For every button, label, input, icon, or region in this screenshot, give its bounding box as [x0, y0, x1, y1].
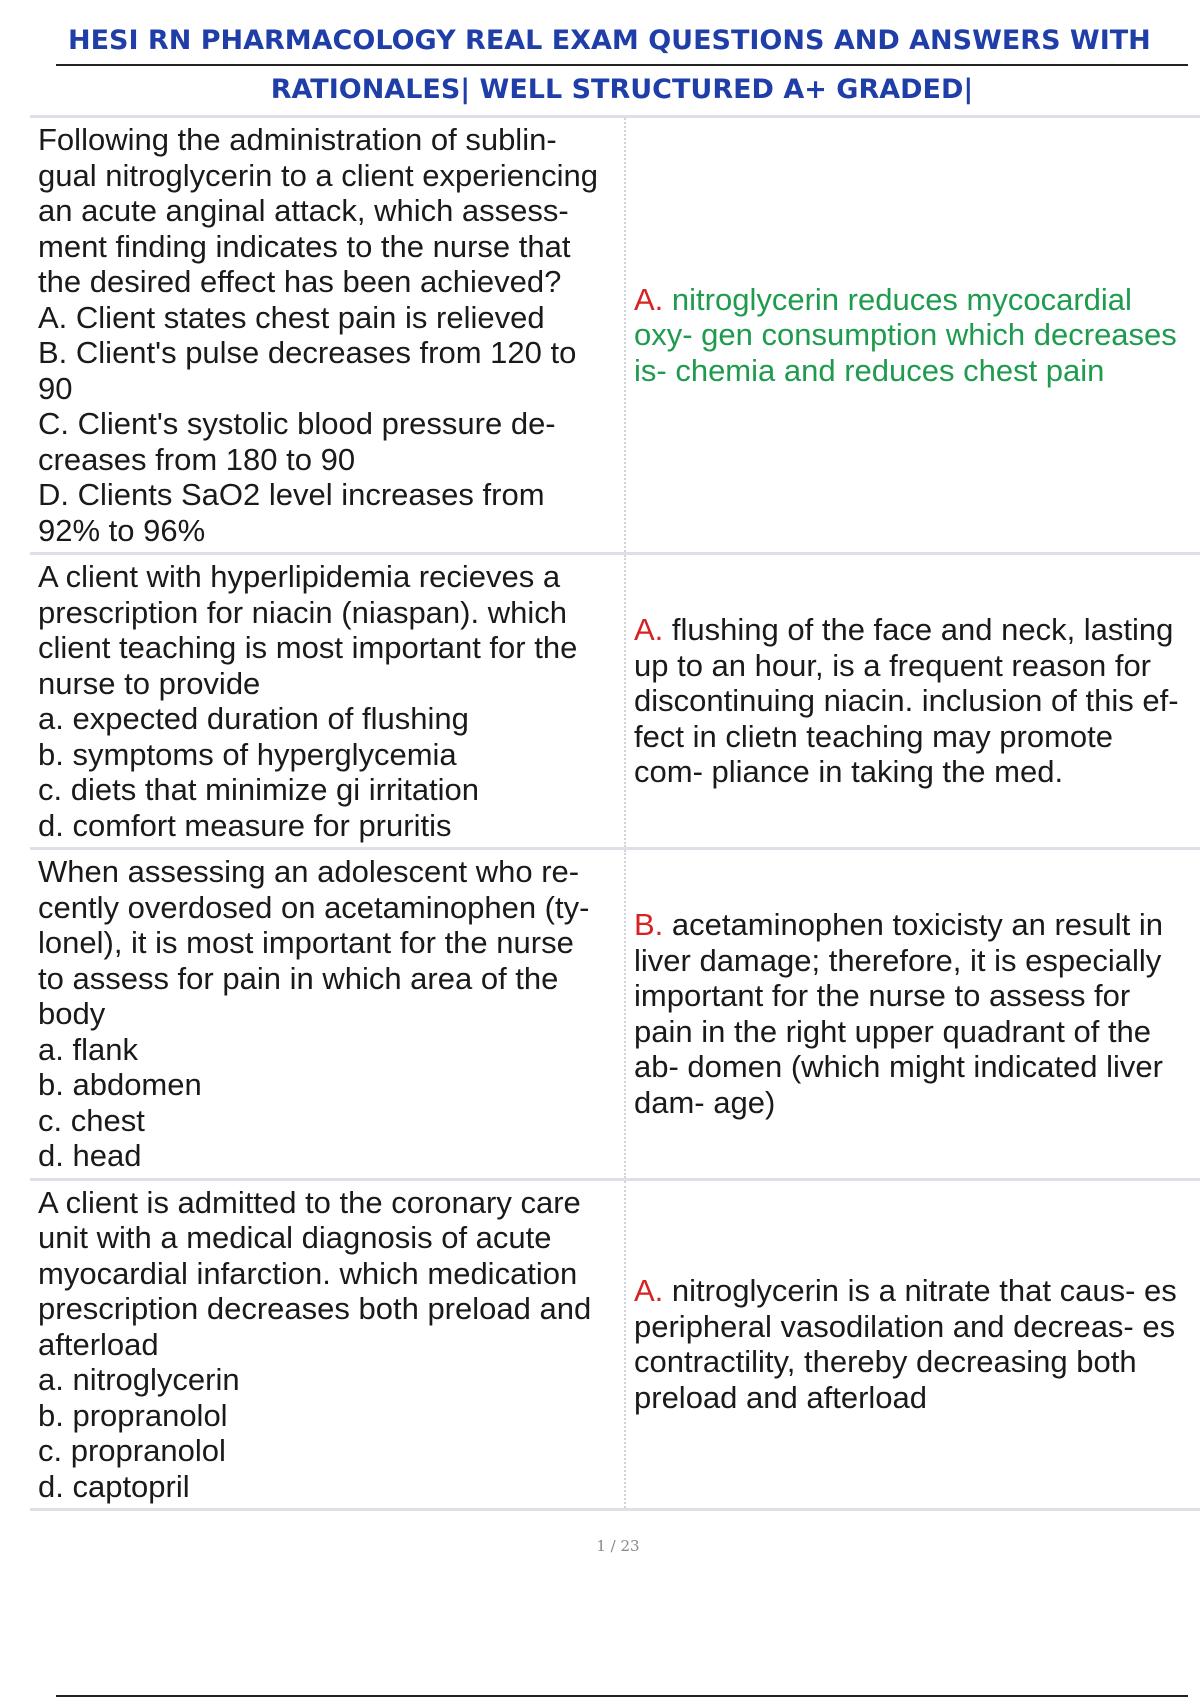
answer-rationale: acetaminophen toxicisty an result in liver damage; therefore, it is especially important for the nurse to assess for pain in the right upper quadrant of the ab- domen (which might indicated liver dam- age) [634, 907, 1164, 1120]
answer-letter: A. [634, 1273, 664, 1309]
question-line: b. propranolol [38, 1397, 228, 1433]
title-line-1: HESI RN PHARMACOLOGY REAL EXAM QUESTIONS AND ANSWERS WITH [56, 18, 1188, 66]
answer-rationale: nitroglycerin is a nitrate that caus- es peripheral vasodilation and decreas- es contractility, thereby decreasing both preload and afterload [634, 1273, 1177, 1415]
question-line: c. chest [38, 1102, 145, 1138]
question-line: a. flank [38, 1031, 138, 1067]
qa-row [30, 554, 1200, 849]
question-line: body [38, 996, 106, 1031]
answer-rationale: nitroglycerin reduces mycocardial oxy- gen consumption which decreases is- chemia and reduces chest pain [634, 281, 1177, 388]
question-line: a. expected duration of flushing [38, 701, 469, 736]
question-line: nurse to provide [38, 665, 261, 701]
question-cell [30, 554, 625, 849]
qa-row [30, 1179, 1200, 1510]
question-line: b. abdomen [38, 1067, 202, 1102]
qa-row [30, 117, 1200, 554]
question-cell [30, 1179, 625, 1510]
qa-table [30, 115, 1200, 1511]
question-line: C. Client's systolic blood pressure de- [38, 406, 556, 441]
question-line: afterload [38, 1326, 159, 1362]
answer-cell [625, 554, 1200, 849]
question-line: A. Client states chest pain is relieved [38, 299, 545, 335]
question-line: c. propranolol [38, 1433, 226, 1468]
question-line: B. Client's pulse decreases from 120 to [38, 335, 577, 370]
answer-cell [625, 849, 1200, 1180]
question-line: c. diets that minimize gi irritation [38, 772, 480, 807]
question-line: 92% to 96% [38, 512, 206, 548]
answer-cell [625, 117, 1200, 554]
question-line: When assessing an adolescent who re- [38, 854, 580, 889]
question-line: unit with a medical diagnosis of acute [38, 1220, 552, 1255]
question-line: cently overdosed on acetaminophen (ty- [38, 889, 590, 925]
page-number: 1 / 23 [596, 1537, 640, 1555]
question-line: the desired effect has been achieved? [38, 264, 562, 299]
question-line: lonel), it is most important for the nurse [38, 925, 574, 960]
question-line: A client with hyperlipidemia recieves a [38, 559, 561, 594]
question-line: a. nitroglycerin [38, 1362, 240, 1397]
question-line: d. head [38, 1138, 142, 1173]
question-line: Following the administration of sublin- [38, 122, 557, 157]
question-line: 90 [38, 370, 73, 406]
question-line: an acute anginal attack, which assess- [38, 193, 569, 228]
answer-letter: A. [634, 612, 664, 648]
answer-letter: B. [634, 907, 664, 943]
question-line: prescription for niacin (niaspan). which [38, 594, 567, 630]
question-cell [30, 849, 625, 1180]
question-line: gual nitroglycerin to a client experiencing [38, 157, 599, 193]
question-line: D. Clients SaO2 level increases from [38, 477, 545, 512]
document-title [56, 18, 1188, 114]
question-line: d. comfort measure for pruritis [38, 807, 452, 843]
question-line: prescription decreases both preload and [38, 1291, 592, 1326]
footer-divider [56, 1695, 1188, 1697]
answer-rationale: flushing of the face and neck, lasting up to an hour, is a frequent reason for discontinuing niacin. inclusion of this ef- fect in clietn teaching may promote com- pliance in taking the med. [634, 612, 1179, 790]
question-line: b. symptoms of hyperglycemia [38, 736, 457, 772]
question-line: A client is admitted to the coronary care [38, 1184, 581, 1220]
question-line: d. captopril [38, 1468, 190, 1504]
question-line: ment finding indicates to the nurse that [38, 228, 571, 264]
question-line: client teaching is most important for the [38, 630, 578, 665]
title-line-2: RATIONALES| WELL STRUCTURED A+ GRADED| [270, 74, 974, 105]
question-cell [30, 117, 625, 554]
question-line: myocardial infarction. which medication [38, 1255, 578, 1291]
question-line: to assess for pain in which area of the [38, 960, 559, 996]
answer-cell [625, 1179, 1200, 1510]
answer-letter: A. [634, 281, 664, 317]
question-line: creases from 180 to 90 [38, 441, 356, 477]
qa-row [30, 849, 1200, 1180]
